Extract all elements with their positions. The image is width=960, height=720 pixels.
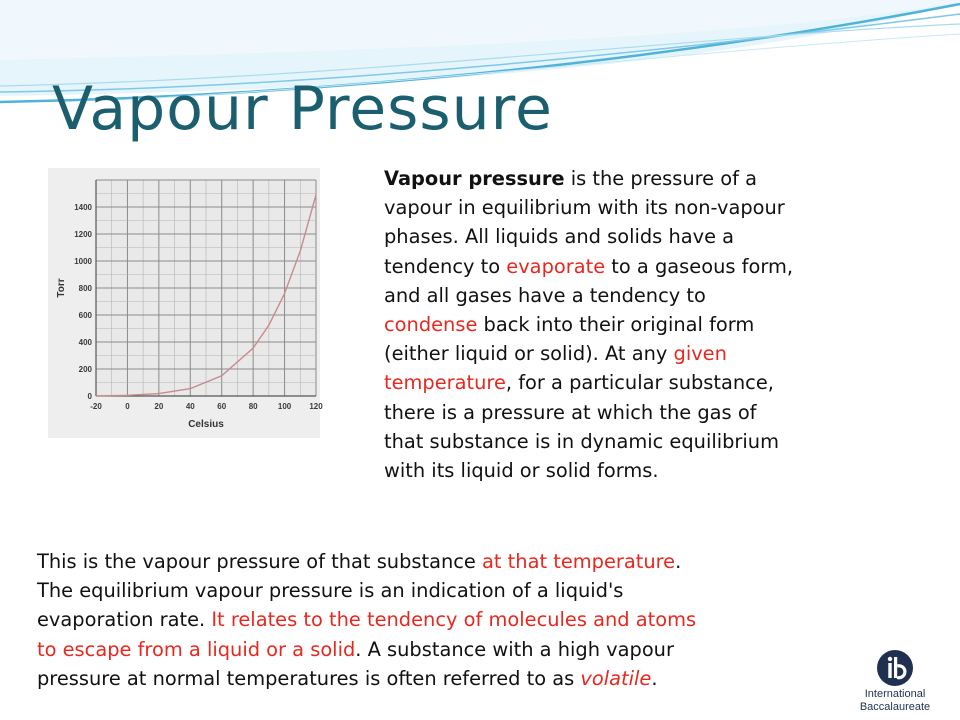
text-line	[37, 547, 937, 576]
text-line	[37, 664, 937, 693]
text-run: to a gaseous form,	[605, 254, 793, 278]
x-tick-label: 120	[309, 402, 323, 411]
ib-logo-wordmark	[850, 688, 940, 714]
text-line	[384, 193, 924, 222]
text-run: .	[675, 550, 682, 573]
text-run: to escape from a liquid or a solid	[37, 637, 356, 661]
text-run: temperature	[384, 371, 506, 395]
text-run: with its liquid or solid forms.	[384, 459, 659, 483]
text-run: pressure at normal temperatures is often referred to as	[37, 666, 581, 690]
text-run: The equilibrium vapour pressure is an indication of a liquid's	[37, 579, 624, 603]
y-tick-label: 600	[78, 311, 92, 320]
vapour-pressure-chart	[48, 168, 323, 438]
text-line	[384, 398, 924, 427]
text-run: vapour in equilibrium with its non-vapour	[384, 196, 785, 220]
text-line	[37, 605, 937, 634]
text-line	[384, 368, 924, 397]
x-tick-label: 40	[185, 402, 195, 411]
y-tick-label: 0	[87, 392, 92, 401]
x-tick-label: 0	[125, 402, 130, 411]
definition-paragraph	[384, 164, 924, 485]
text-run: and all gases have a tendency to	[384, 283, 706, 307]
text-run: . A substance with a high vapour	[355, 637, 674, 661]
ib-logo	[850, 650, 940, 720]
text-line	[384, 310, 924, 339]
text-run: evaporation rate.	[37, 608, 212, 632]
x-tick-label: -20	[90, 402, 102, 411]
text-run: phases. All liquids and solids have a	[384, 225, 735, 249]
ib-logo-line2: Baccalaureate	[859, 701, 931, 713]
explanation-paragraph	[37, 547, 937, 693]
text-run: is the pressure of a	[564, 167, 758, 190]
text-run: tendency to	[384, 254, 507, 278]
text-run: at that temperature	[482, 550, 676, 573]
x-tick-label: 60	[217, 402, 227, 411]
text-run: Vapour pressure	[384, 167, 565, 190]
text-line	[384, 456, 924, 485]
chart-canvas	[48, 168, 323, 438]
text-line	[384, 252, 924, 281]
text-run: .	[651, 666, 658, 690]
text-run: there is a pressure at which the gas of	[384, 400, 757, 424]
y-tick-label: 400	[78, 338, 92, 347]
text-run: (either liquid or solid). At any	[384, 342, 674, 366]
text-run: back into their original form	[477, 313, 755, 337]
text-line	[384, 281, 924, 310]
x-tick-label: 80	[248, 402, 258, 411]
text-run: that substance is in dynamic equilibrium	[384, 429, 779, 453]
text-line	[37, 576, 937, 605]
ib-logo-line1: International	[864, 688, 926, 700]
text-line	[384, 164, 924, 193]
y-tick-label: 800	[78, 284, 92, 293]
y-tick-label: 1000	[74, 257, 92, 266]
x-tick-label: 100	[277, 402, 292, 411]
y-tick-label: 1200	[74, 230, 92, 239]
text-run: given	[673, 342, 727, 366]
y-tick-label: 200	[78, 365, 92, 374]
x-tick-label: 20	[154, 402, 164, 411]
text-line	[37, 635, 937, 664]
y-axis-label: Torr	[56, 278, 67, 298]
text-run: This is the vapour pressure of that substance	[37, 550, 483, 573]
y-tick-label: 1400	[74, 203, 92, 212]
text-line	[384, 427, 924, 456]
slide-title: Vapour Pressure	[52, 74, 553, 144]
text-line	[384, 339, 924, 368]
text-run: volatile	[580, 666, 652, 690]
x-axis-label: Celsius	[188, 419, 224, 430]
text-run: , for a particular substance,	[505, 371, 774, 395]
text-run: condense	[384, 313, 478, 337]
ib-logo-mark-icon	[877, 650, 913, 686]
text-run: evaporate	[506, 254, 606, 278]
text-line	[384, 222, 924, 251]
text-run: It relates to the tendency of molecules and atoms	[211, 608, 697, 632]
